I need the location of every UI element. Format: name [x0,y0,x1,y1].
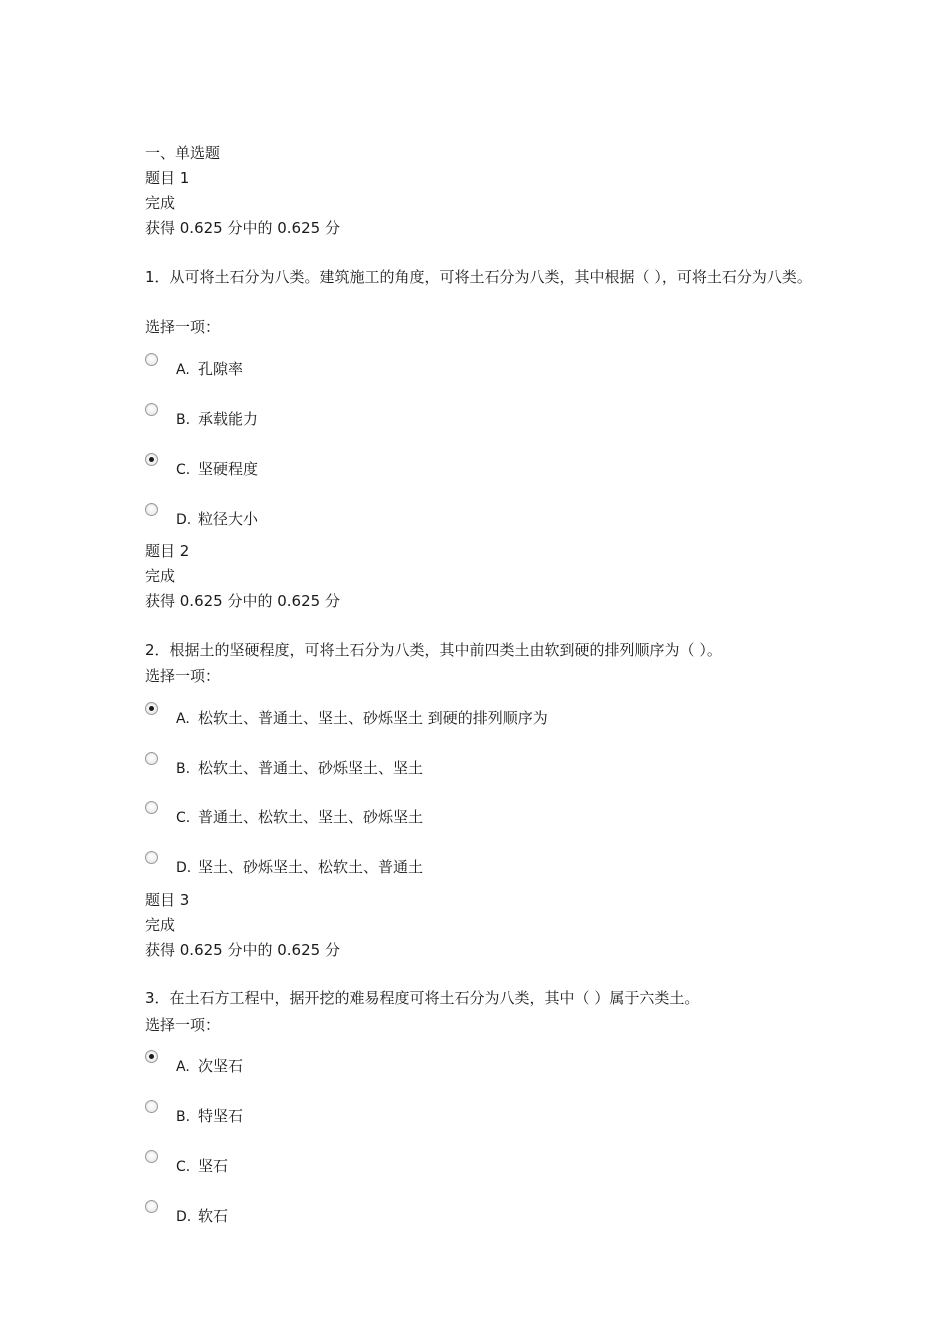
option-letter: D. [176,1209,192,1225]
option-letter: C. [176,810,191,826]
question-status: 完成 [145,567,176,585]
option-letter: A. [176,362,190,378]
option-letter: B. [176,412,191,428]
option-text: 松软土、普通土、坚土、砂烁坚土 到硬的排列顺序为 [198,709,548,727]
option-text: 孔隙率 [198,360,244,378]
radio-button-selected[interactable] [145,453,158,466]
radio-button[interactable] [145,503,158,516]
question-score: 获得 0.625 分中的 0.625 分 [145,941,340,959]
radio-button[interactable] [145,752,158,765]
question-score: 获得 0.625 分中的 0.625 分 [145,219,340,237]
radio-button[interactable] [145,353,158,366]
question-text: 1．从可将土石分为八类。建筑施工的角度，可将土石分为八类，其中根据（ ），可将土石分为八类。 [145,268,812,286]
option-letter: B. [176,761,191,777]
option-letter: D. [176,512,192,528]
radio-button[interactable] [145,801,158,814]
option-letter: B. [176,1109,191,1125]
radio-button[interactable] [145,1150,158,1163]
question-text: 3．在土石方工程中，据开挖的难易程度可将土石分为八类，其中（ ）属于六类土。 [145,989,700,1007]
option-letter: C. [176,1159,191,1175]
question-prompt: 选择一项： [145,1016,221,1034]
option-letter: A. [176,1059,190,1075]
option-letter: A. [176,711,190,727]
question-status: 完成 [145,194,176,212]
question-score: 获得 0.625 分中的 0.625 分 [145,592,340,610]
option-text: 松软土、普通土、砂烁坚土、坚土 [198,759,424,777]
question-number: 题目 3 [145,891,190,909]
radio-button[interactable] [145,1200,158,1213]
question-prompt: 选择一项： [145,318,221,336]
option-text: 特坚石 [198,1107,244,1125]
question-number: 题目 1 [145,169,190,187]
radio-button-selected[interactable] [145,702,158,715]
question-number: 题目 2 [145,542,190,560]
option-text: 普通土、松软土、坚土、砂烁坚土 [198,808,424,826]
question-prompt: 选择一项： [145,667,221,685]
option-text: 承载能力 [198,410,259,428]
question-text: 2．根据土的坚硬程度，可将土石分为八类，其中前四类土由软到硬的排列顺序为（ ）。 [145,641,722,659]
option-text: 坚土、砂烁坚土、松软土、普通土 [198,858,424,876]
radio-button[interactable] [145,403,158,416]
option-letter: C. [176,462,191,478]
option-text: 次坚石 [198,1057,244,1075]
option-text: 软石 [198,1207,229,1225]
option-letter: D. [176,860,192,876]
option-text: 粒径大小 [198,510,259,528]
radio-button[interactable] [145,851,158,864]
radio-button[interactable] [145,1100,158,1113]
option-text: 坚石 [198,1157,229,1175]
radio-button-selected[interactable] [145,1050,158,1063]
section-title: 一、单选题 [145,144,221,162]
question-status: 完成 [145,916,176,934]
option-text: 坚硬程度 [198,460,259,478]
